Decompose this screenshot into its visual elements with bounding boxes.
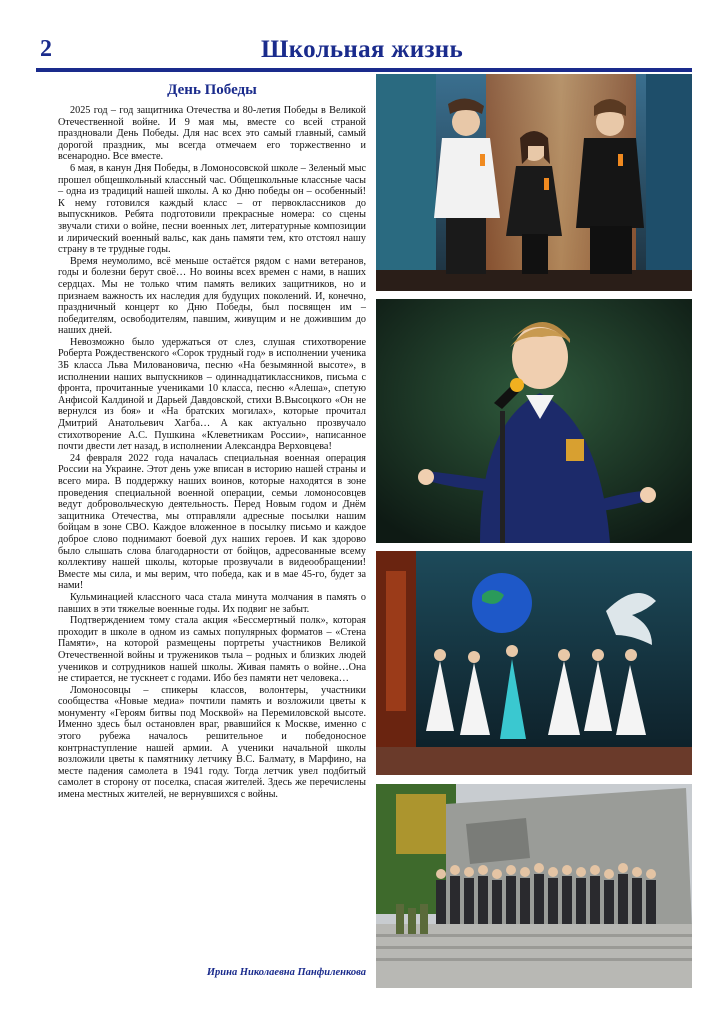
article-body: [58, 105, 366, 801]
photo-group-at-monument: [376, 784, 692, 988]
photo-dancers-with-globe: [376, 551, 692, 775]
photo-singers-on-stage: [376, 74, 692, 291]
article: [58, 82, 366, 801]
article-author: Ирина Николаевна Панфиленкова: [206, 967, 366, 978]
section-title: Школьная жизнь: [260, 36, 464, 63]
page-number: 2: [40, 36, 52, 62]
article-paragraph: Невозможно было удержаться от слез, слушая стихотворение Роберта Рождественского «Сорок трудный год» в исполнении ученика 3Б класса Льва Миловановича, песню «На безымянной высоте», в исполнении наших выпускников – одиннадцатиклассников, письма с фронта, прочитанные учениками 10 класса, песню «Алеша», спетую Анфисой Калдиной и Дарьей Давдовской, стихи В.Высоцкого «Он не вернулся из боя» и «На братских могилах», которые прочитал Дмитрий Анатольевич Хагба… А как актуально прозвучало стихотворение А.С. Пушкина «Клеветникам России», написанное почти двести лет назад, в исполнении Александра Верховцева!: [58, 336, 366, 453]
article-paragraph: 2025 год – год защитника Отечества и 80-летия Победы в Великой Отечественной войне. И 9 мая мы, вместе со всей страной праздновали День Победы. Для нас всех это самый главный, самый дорогой праздник, мы всегда отмечаем его торжественно и всенародно. Все вместе.: [58, 105, 366, 163]
article-paragraph: 6 мая, в канун Дня Победы, в Ломоносовской школе – Зеленый мыс прошел общешкольный классный час. Общешкольные классные часы – одна из традиций нашей школы. А ко Дню победы он – особенный! К нему готовился каждый класс – от первоклассников до выпускников. Ребята подготовили прекрасные номера: со сцены звучали стихи о войне, песни военных лет, литературные композиции и лирический военный вальс, как дань памяти тем, кто отстоял нашу страну в те трудные годы.: [58, 162, 366, 256]
article-paragraph: Ломоносовцы – спикеры классов, волонтеры, участники сообщества «Новые медиа» почтили память и возложили цветы к монументу «Героям битвы под Москвой» на Перемиловской высоте. Именно здесь был остановлен враг, рвавшийся к Москве, именно с этого рубежа началось решительное и победоносное контрнаступление нашей армии. А ученики начальной школы возложили цветы к памятнику летчику В.С. Балмату, в Марфино, на месте падения самолета в 1941 году. Тогда летчик увел подбитый самолет в сторону от поселка, спасая жителей. Здесь же перечислены имена местных жителей, не вернувшихся с войны.: [58, 684, 366, 801]
article-paragraph: Подтверждением тому стала акция «Бессмертный полк», которая проходит в школе в одном из самых популярных форматов – «Стена Памяти», на которой размещены портреты участников Великой Отечественной войны и тружеников тыла – родных и близких людей учеников и сотрудников нашей школы. Живая память о войне…Она не стирается, не тускнеет с годами. Ибо без памяти нет человека…: [58, 615, 366, 685]
article-paragraph: Кульминацией классного часа стала минута молчания в память о павших в эти тяжелые военные годы. Их подвиг не забыт.: [58, 591, 366, 615]
article-title: День Победы: [167, 82, 257, 98]
photo-boy-reciting: [376, 299, 692, 543]
article-paragraph: Время неумолимо, всё меньше остаётся рядом с нами ветеранов, годы и болезни берут своё… Но воины всех времен с нами, в наших сердцах. Мы не только чтим память великих защитников, но и признаем важность их наследия для будущих поколений. И, конечно, праздничный концерт ко Дню Победы, был посвящен им – победителям, освободителям, павшим, живущим и не дожившим до наших дней.: [58, 255, 366, 337]
header-rule: [36, 68, 692, 72]
article-paragraph: 24 февраля 2022 года началась специальная военная операция России на Украине. Этот день уже вписан в историю нашей страны и всего мира. В поддержку наших воинов, которые находятся в зоне проведения специальной военной операции, семьи ломоносовцев ведут добровольческую деятельность. Перед Новым годом и Днём защитника Отечества, мы отправляли адресные посылки нашим бойцам в зоне СВО. Каждое вложенное в посылку письмо и каждое доброе слово поднимают боевой дух наших героев. И как здорово было слышать слова благодарности от бойцов, адресованные всему коллективу нашей школы, которые прозвучали в видеообращении! Вместе мы сила, и мы верим, что победа, как и в мае 45-го, будет за нами!: [58, 452, 366, 592]
